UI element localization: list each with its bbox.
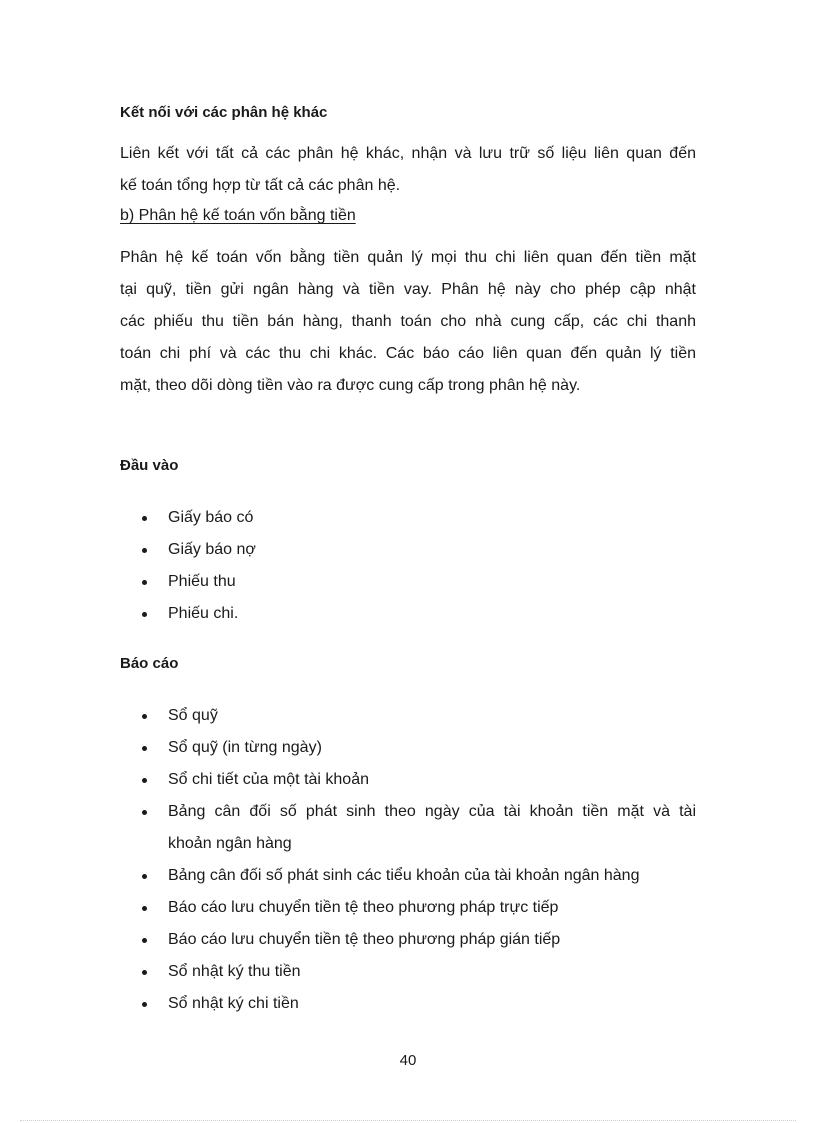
- bullet-icon: [142, 746, 147, 751]
- paragraph-line: Liên kết với tất cả các phân hệ khác, nhận và lưu trữ số liệu liên quan đến: [120, 145, 696, 162]
- bullet-icon: [142, 1002, 147, 1007]
- heading-connect-modules: Kết nối với các phân hệ khác: [120, 104, 328, 121]
- list-item: Báo cáo lưu chuyển tiền tệ theo phương pháp trực tiếp: [120, 892, 696, 924]
- paragraph-line: Phân hệ kế toán vốn bằng tiền quản lý mọi thu chi liên quan đến tiền mặt: [120, 249, 696, 266]
- list-item: Sổ quỹ: [120, 700, 696, 732]
- heading-reports: Báo cáo: [120, 655, 179, 672]
- paragraph-line: tại quỹ, tiền gửi ngân hàng và tiền vay. Phân hệ này cho phép cập nhật: [120, 281, 696, 298]
- list-item: Giấy báo nợ: [120, 534, 696, 566]
- paragraph-cash-module: [120, 242, 696, 402]
- list-item: Phiếu chi.: [120, 598, 696, 630]
- list-item: Báo cáo lưu chuyển tiền tệ theo phương pháp gián tiếp: [120, 924, 696, 956]
- list-item: Sổ chi tiết của một tài khoản: [120, 764, 696, 796]
- list-item: Bảng cân đối số phát sinh các tiểu khoản của tài khoản ngân hàng: [120, 860, 696, 892]
- bullet-icon: [142, 938, 147, 943]
- list-item: Sổ quỹ (in từng ngày): [120, 732, 696, 764]
- reports-list: [120, 700, 696, 1020]
- paragraph-line: mặt, theo dõi dòng tiền vào ra được cung cấp trong phân hệ này.: [120, 377, 581, 394]
- paragraph-line: toán chi phí và các thu chi khác. Các báo cáo liên quan đến quản lý tiền: [120, 345, 696, 362]
- heading-inputs: Đầu vào: [120, 457, 179, 474]
- bullet-icon: [142, 874, 147, 879]
- bullet-icon: [142, 970, 147, 975]
- subsection-title: b) Phân hệ kế toán vốn bằng tiền: [120, 207, 356, 224]
- bullet-icon: [142, 516, 147, 521]
- page-number: 40: [399, 1052, 417, 1069]
- paragraph-line: kế toán tổng hợp từ tất cả các phân hệ.: [120, 177, 401, 194]
- bullet-icon: [142, 612, 147, 617]
- list-item: Sổ nhật ký chi tiền: [120, 988, 696, 1020]
- bullet-icon: [142, 714, 147, 719]
- paragraph-line: các phiếu thu tiền bán hàng, thanh toán cho nhà cung cấp, các chi thanh: [120, 313, 696, 330]
- bullet-icon: [142, 580, 147, 585]
- paragraph-connect-modules: [120, 138, 696, 202]
- list-item: Bảng cân đối số phát sinh theo ngày của tài khoản tiền mặt và tài khoản ngân hàng: [120, 796, 696, 860]
- list-item: Sổ nhật ký thu tiền: [120, 956, 696, 988]
- bullet-icon: [142, 548, 147, 553]
- inputs-list: [120, 502, 696, 630]
- bullet-icon: [142, 906, 147, 911]
- bullet-icon: [142, 778, 147, 783]
- list-item: Giấy báo có: [120, 502, 696, 534]
- page-bottom-divider: [20, 1120, 796, 1121]
- list-item: Phiếu thu: [120, 566, 696, 598]
- bullet-icon: [142, 810, 147, 815]
